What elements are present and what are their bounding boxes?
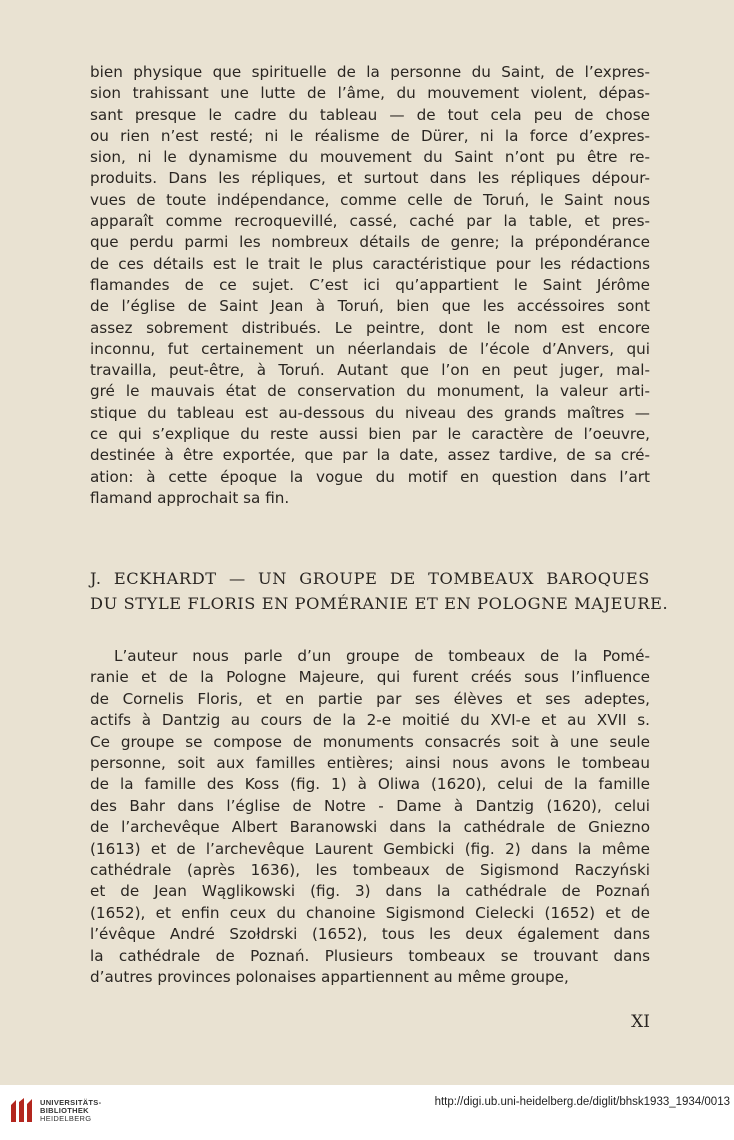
heading-line: J. ECKHARDT — UN GROUPE DE TOMBEAUX BAROQUES (90, 569, 650, 588)
text-line: des Bahr dans l’église de Notre - Dame à Dantzig (1620), celui (90, 796, 650, 815)
text-line: actifs à Dantzig au cours de la 2-e moitié du XVI-e et au XVII s. (90, 711, 650, 730)
text-line: de l’archevêque Albert Baranowski dans la cathédrale de Gniezno (90, 818, 650, 837)
text-line: cathédrale (après 1636), les tombeaux de Sigismond Raczyński (90, 861, 650, 880)
text-line: flamandes de ce sujet. C’est ici qu’appartient le Saint Jérôme (90, 275, 650, 294)
text-line: (1652), et enfin ceux du chanoine Sigismond Cielecki (1652) et de (90, 903, 650, 922)
text-line: ou rien n’est resté; ni le réalisme de Dürer, ni la force d’expres- (90, 126, 650, 145)
text-line: produits. Dans les répliques, et surtout dans les répliques dépour- (90, 169, 650, 188)
library-name-line: UNIVERSITÄTS- (40, 1098, 102, 1107)
text-line: assez sobrement distribués. Le peintre, dont le nom est encore (90, 318, 650, 337)
library-name-line: BIBLIOTHEK (40, 1106, 89, 1115)
text-line: personne, soit aux familles entières; ainsi nous avons le tombeau (90, 754, 650, 773)
text-line: stique du tableau est au-dessous du niveau des grands maîtres — (90, 403, 650, 422)
text-line: flamand approchait sa fin. (90, 488, 290, 507)
text-line: sion trahissant une lutte de l’âme, du mouvement violent, dépas- (90, 84, 650, 103)
text-line: d’autres provinces polonaises appartiennent au même groupe, (90, 968, 569, 987)
text-line: l’évêque André Szołdrski (1652), tous les deux également dans (90, 925, 650, 944)
text-line: destinée à être exportée, que par la date, assez tardive, de sa cré- (90, 446, 650, 465)
text-line: ation: à cette époque la vogue du motif en question dans l’art (90, 467, 650, 486)
page-number: XI (631, 1012, 650, 1032)
text-line: ce qui s’explique du reste aussi bien par le caractère de l’oeuvre, (90, 425, 650, 444)
text-line: que perdu parmi les nombreux détails de genre; la prépondérance (90, 233, 650, 252)
text-line: (1613) et de l’archevêque Laurent Gembicki (fig. 2) dans la même (90, 839, 650, 858)
text-line: bien physique que spirituelle de la personne du Saint, de l’expres- (90, 63, 650, 81)
source-url-link[interactable]: http://digi.ub.uni-heidelberg.de/diglit/bhsk1933_1934/0013 (434, 1096, 730, 1108)
paragraph-tombeaux (90, 646, 650, 989)
paragraph-saint-jerome (90, 62, 650, 509)
text-line: inconnu, fut certainement un néerlandais de l’école d’Anvers, qui (90, 339, 650, 358)
text-line: ranie et de la Pologne Majeure, qui furent créés sous l’influence (90, 668, 650, 687)
text-line: de ces détails est le trait le plus caractéristique pour les rédactions (90, 254, 650, 273)
library-name-line: HEIDELBERG (40, 1114, 92, 1123)
text-line: L’auteur nous parle d’un groupe de tombeaux de la Pomé- (114, 647, 650, 665)
text-line: apparaît comme recroquevillé, cassé, caché par la table, et pres- (90, 212, 650, 231)
text-line: de la famille des Koss (fig. 1) à Oliwa (1620), celui de la famille (90, 775, 650, 794)
text-line: la cathédrale de Poznań. Plusieurs tombeaux se trouvant dans (90, 946, 650, 965)
article-heading (90, 566, 669, 616)
library-name (40, 1099, 101, 1123)
heading-line: DU STYLE FLORIS EN POMÉRANIE ET EN POLOGNE MAJEURE. (90, 594, 669, 613)
text-line: travailla, peut-être, à Toruń. Autant que l’on en peut juger, mal- (90, 361, 650, 380)
text-line: vues de toute indépendance, comme celle de Toruń, le Saint nous (90, 190, 650, 209)
text-line: sion, ni le dynamisme du mouvement du Saint n’ont pu être re- (90, 148, 650, 167)
text-line: de Cornelis Floris, et en partie par ses élèves et ses adeptes, (90, 689, 650, 708)
library-footer (0, 1085, 734, 1140)
text-line: et de Jean Wąglikowski (fig. 3) dans la cathédrale de Poznań (90, 882, 650, 901)
text-line: gré le mauvais état de conservation du monument, la valeur arti- (90, 382, 650, 401)
library-logo-icon (8, 1095, 36, 1125)
text-line: Ce groupe se compose de monuments consacrés soit à une seule (90, 732, 650, 751)
text-line: de l’église de Saint Jean à Toruń, bien que les accéssoires sont (90, 297, 650, 316)
text-line: sant presque le cadre du tableau — de tout cela peu de chose (90, 105, 650, 124)
